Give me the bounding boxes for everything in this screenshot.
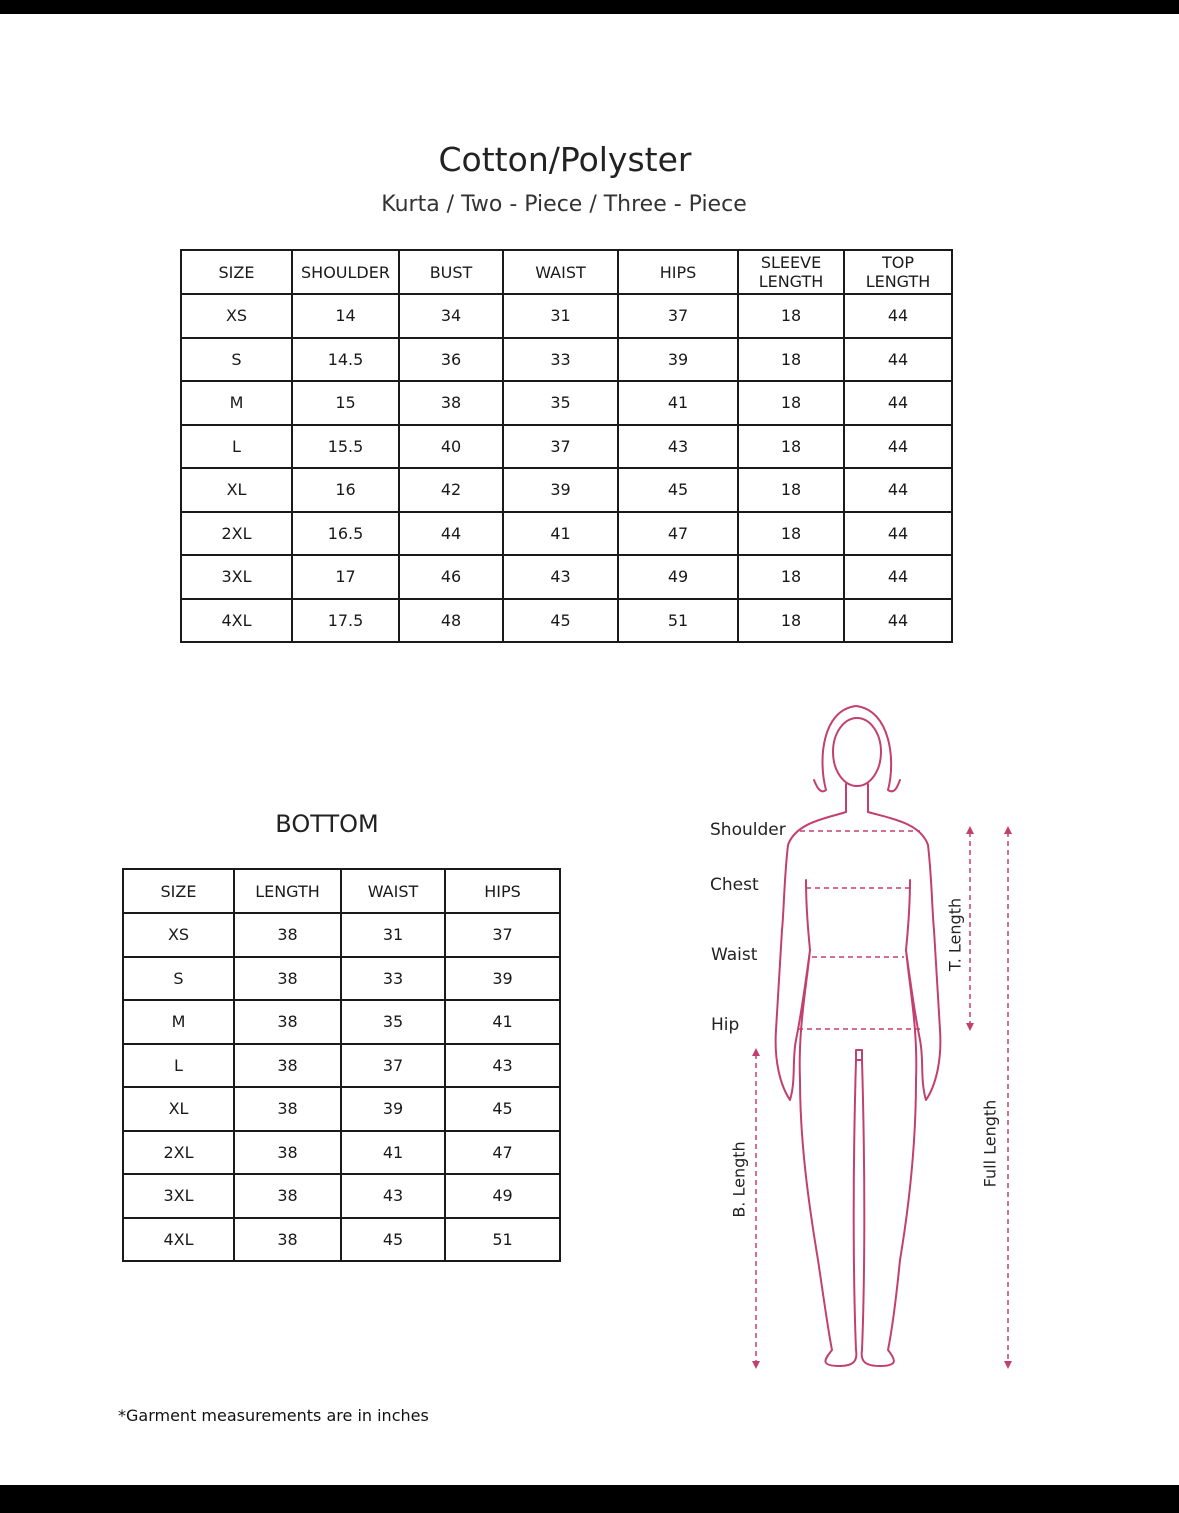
table-cell: 17 bbox=[292, 555, 399, 599]
table-cell: S bbox=[181, 338, 292, 382]
table-cell: 47 bbox=[445, 1131, 560, 1175]
label-t-length: T. Length bbox=[945, 897, 965, 972]
table-row bbox=[123, 1174, 560, 1218]
table-cell: 18 bbox=[738, 381, 844, 425]
table-cell: 18 bbox=[738, 599, 844, 643]
table-cell: 44 bbox=[844, 381, 952, 425]
table-cell: L bbox=[123, 1044, 234, 1088]
table-cell: 35 bbox=[503, 381, 618, 425]
table-cell: 33 bbox=[341, 957, 445, 1001]
table-cell: 16.5 bbox=[292, 512, 399, 556]
table-row bbox=[181, 338, 952, 382]
label-b-length: B. Length bbox=[729, 1141, 749, 1218]
table-cell: 44 bbox=[844, 425, 952, 469]
column-header: HIPS bbox=[445, 869, 560, 913]
table-cell: 39 bbox=[341, 1087, 445, 1131]
table-cell: 45 bbox=[445, 1087, 560, 1131]
table-cell: 44 bbox=[844, 555, 952, 599]
table-cell: 4XL bbox=[123, 1218, 234, 1262]
table-cell: 34 bbox=[399, 294, 503, 338]
table-cell: 38 bbox=[399, 381, 503, 425]
table-cell: 47 bbox=[618, 512, 738, 556]
table-row bbox=[123, 913, 560, 957]
table-cell: 44 bbox=[844, 338, 952, 382]
table-row bbox=[123, 1131, 560, 1175]
table-cell: 41 bbox=[503, 512, 618, 556]
table-cell: 38 bbox=[234, 1000, 341, 1044]
column-header: WAIST bbox=[503, 250, 618, 294]
table-row bbox=[123, 1087, 560, 1131]
table-cell: 16 bbox=[292, 468, 399, 512]
table-cell: 41 bbox=[445, 1000, 560, 1044]
table-cell: 18 bbox=[738, 512, 844, 556]
label-full-length: Full Length bbox=[980, 1099, 1000, 1188]
table-cell: 38 bbox=[234, 1218, 341, 1262]
table-cell: 44 bbox=[844, 468, 952, 512]
table-cell: 41 bbox=[341, 1131, 445, 1175]
table-cell: 18 bbox=[738, 555, 844, 599]
table-cell: 49 bbox=[618, 555, 738, 599]
table-row bbox=[123, 957, 560, 1001]
table-cell: 38 bbox=[234, 1087, 341, 1131]
table-row bbox=[123, 1218, 560, 1262]
table-cell: 39 bbox=[618, 338, 738, 382]
bottom-size-table bbox=[122, 868, 561, 1262]
table-cell: 46 bbox=[399, 555, 503, 599]
table-cell: 43 bbox=[618, 425, 738, 469]
table-cell: 43 bbox=[445, 1044, 560, 1088]
table-cell: 38 bbox=[234, 1174, 341, 1218]
table-cell: 37 bbox=[445, 913, 560, 957]
table-cell: 37 bbox=[618, 294, 738, 338]
table-cell: 45 bbox=[618, 468, 738, 512]
table-cell: 18 bbox=[738, 468, 844, 512]
table-row bbox=[181, 425, 952, 469]
table-cell: M bbox=[181, 381, 292, 425]
table-header-row bbox=[181, 250, 952, 294]
table-cell: 31 bbox=[503, 294, 618, 338]
table-cell: 39 bbox=[503, 468, 618, 512]
table-cell: 48 bbox=[399, 599, 503, 643]
table-cell: 44 bbox=[399, 512, 503, 556]
table-cell: 14.5 bbox=[292, 338, 399, 382]
table-cell: 38 bbox=[234, 913, 341, 957]
column-header: SIZE bbox=[123, 869, 234, 913]
table-cell: 38 bbox=[234, 1044, 341, 1088]
table-cell: 39 bbox=[445, 957, 560, 1001]
table-cell: 49 bbox=[445, 1174, 560, 1218]
table-cell: 38 bbox=[234, 957, 341, 1001]
table-cell: 37 bbox=[503, 425, 618, 469]
table-cell: XL bbox=[181, 468, 292, 512]
table-row bbox=[123, 1044, 560, 1088]
label-shoulder: Shoulder bbox=[710, 820, 786, 840]
table-row bbox=[181, 294, 952, 338]
table-row bbox=[181, 512, 952, 556]
body-measurement-figure bbox=[690, 690, 1030, 1380]
table-cell: 15.5 bbox=[292, 425, 399, 469]
label-hip: Hip bbox=[711, 1015, 740, 1035]
table-cell: 43 bbox=[341, 1174, 445, 1218]
top-black-bar bbox=[0, 0, 1179, 14]
table-cell: 2XL bbox=[123, 1131, 234, 1175]
column-header: HIPS bbox=[618, 250, 738, 294]
table-cell: 44 bbox=[844, 294, 952, 338]
column-header: TOP LENGTH bbox=[844, 250, 952, 294]
table-cell: 45 bbox=[341, 1218, 445, 1262]
footnote: *Garment measurements are in inches bbox=[118, 1406, 429, 1425]
table-cell: S bbox=[123, 957, 234, 1001]
bottom-black-bar bbox=[0, 1485, 1179, 1513]
table-cell: 18 bbox=[738, 338, 844, 382]
column-header: WAIST bbox=[341, 869, 445, 913]
table-cell: XS bbox=[123, 913, 234, 957]
table-row bbox=[181, 468, 952, 512]
column-header: LENGTH bbox=[234, 869, 341, 913]
table-cell: 15 bbox=[292, 381, 399, 425]
table-cell: 43 bbox=[503, 555, 618, 599]
table-cell: 42 bbox=[399, 468, 503, 512]
table-cell: 31 bbox=[341, 913, 445, 957]
table-cell: 44 bbox=[844, 512, 952, 556]
label-chest: Chest bbox=[710, 875, 759, 895]
table-cell: 37 bbox=[341, 1044, 445, 1088]
table-cell: 3XL bbox=[181, 555, 292, 599]
table-cell: 35 bbox=[341, 1000, 445, 1044]
table-cell: 17.5 bbox=[292, 599, 399, 643]
table-cell: 41 bbox=[618, 381, 738, 425]
top-size-table bbox=[180, 249, 953, 643]
table-cell: 33 bbox=[503, 338, 618, 382]
table-row bbox=[123, 1000, 560, 1044]
table-cell: L bbox=[181, 425, 292, 469]
bottom-title: BOTTOM bbox=[275, 810, 379, 838]
table-cell: 51 bbox=[445, 1218, 560, 1262]
table-cell: 3XL bbox=[123, 1174, 234, 1218]
column-header: BUST bbox=[399, 250, 503, 294]
table-cell: XL bbox=[123, 1087, 234, 1131]
table-cell: 38 bbox=[234, 1131, 341, 1175]
table-cell: 2XL bbox=[181, 512, 292, 556]
table-row bbox=[181, 381, 952, 425]
table-header-row bbox=[123, 869, 560, 913]
table-cell: XS bbox=[181, 294, 292, 338]
table-row bbox=[181, 599, 952, 643]
table-cell: 44 bbox=[844, 599, 952, 643]
table-cell: M bbox=[123, 1000, 234, 1044]
figure-body-outline bbox=[776, 812, 941, 1366]
column-header: SHOULDER bbox=[292, 250, 399, 294]
table-cell: 4XL bbox=[181, 599, 292, 643]
page-subtitle: Kurta / Two - Piece / Three - Piece bbox=[381, 192, 747, 217]
table-cell: 51 bbox=[618, 599, 738, 643]
table-cell: 36 bbox=[399, 338, 503, 382]
table-row bbox=[181, 555, 952, 599]
column-header: SLEEVE LENGTH bbox=[738, 250, 844, 294]
label-waist: Waist bbox=[711, 945, 758, 965]
table-cell: 45 bbox=[503, 599, 618, 643]
table-cell: 18 bbox=[738, 425, 844, 469]
figure-head bbox=[833, 718, 881, 786]
column-header: SIZE bbox=[181, 250, 292, 294]
page-title: Cotton/Polyster bbox=[438, 140, 692, 179]
table-cell: 18 bbox=[738, 294, 844, 338]
table-cell: 14 bbox=[292, 294, 399, 338]
table-cell: 40 bbox=[399, 425, 503, 469]
